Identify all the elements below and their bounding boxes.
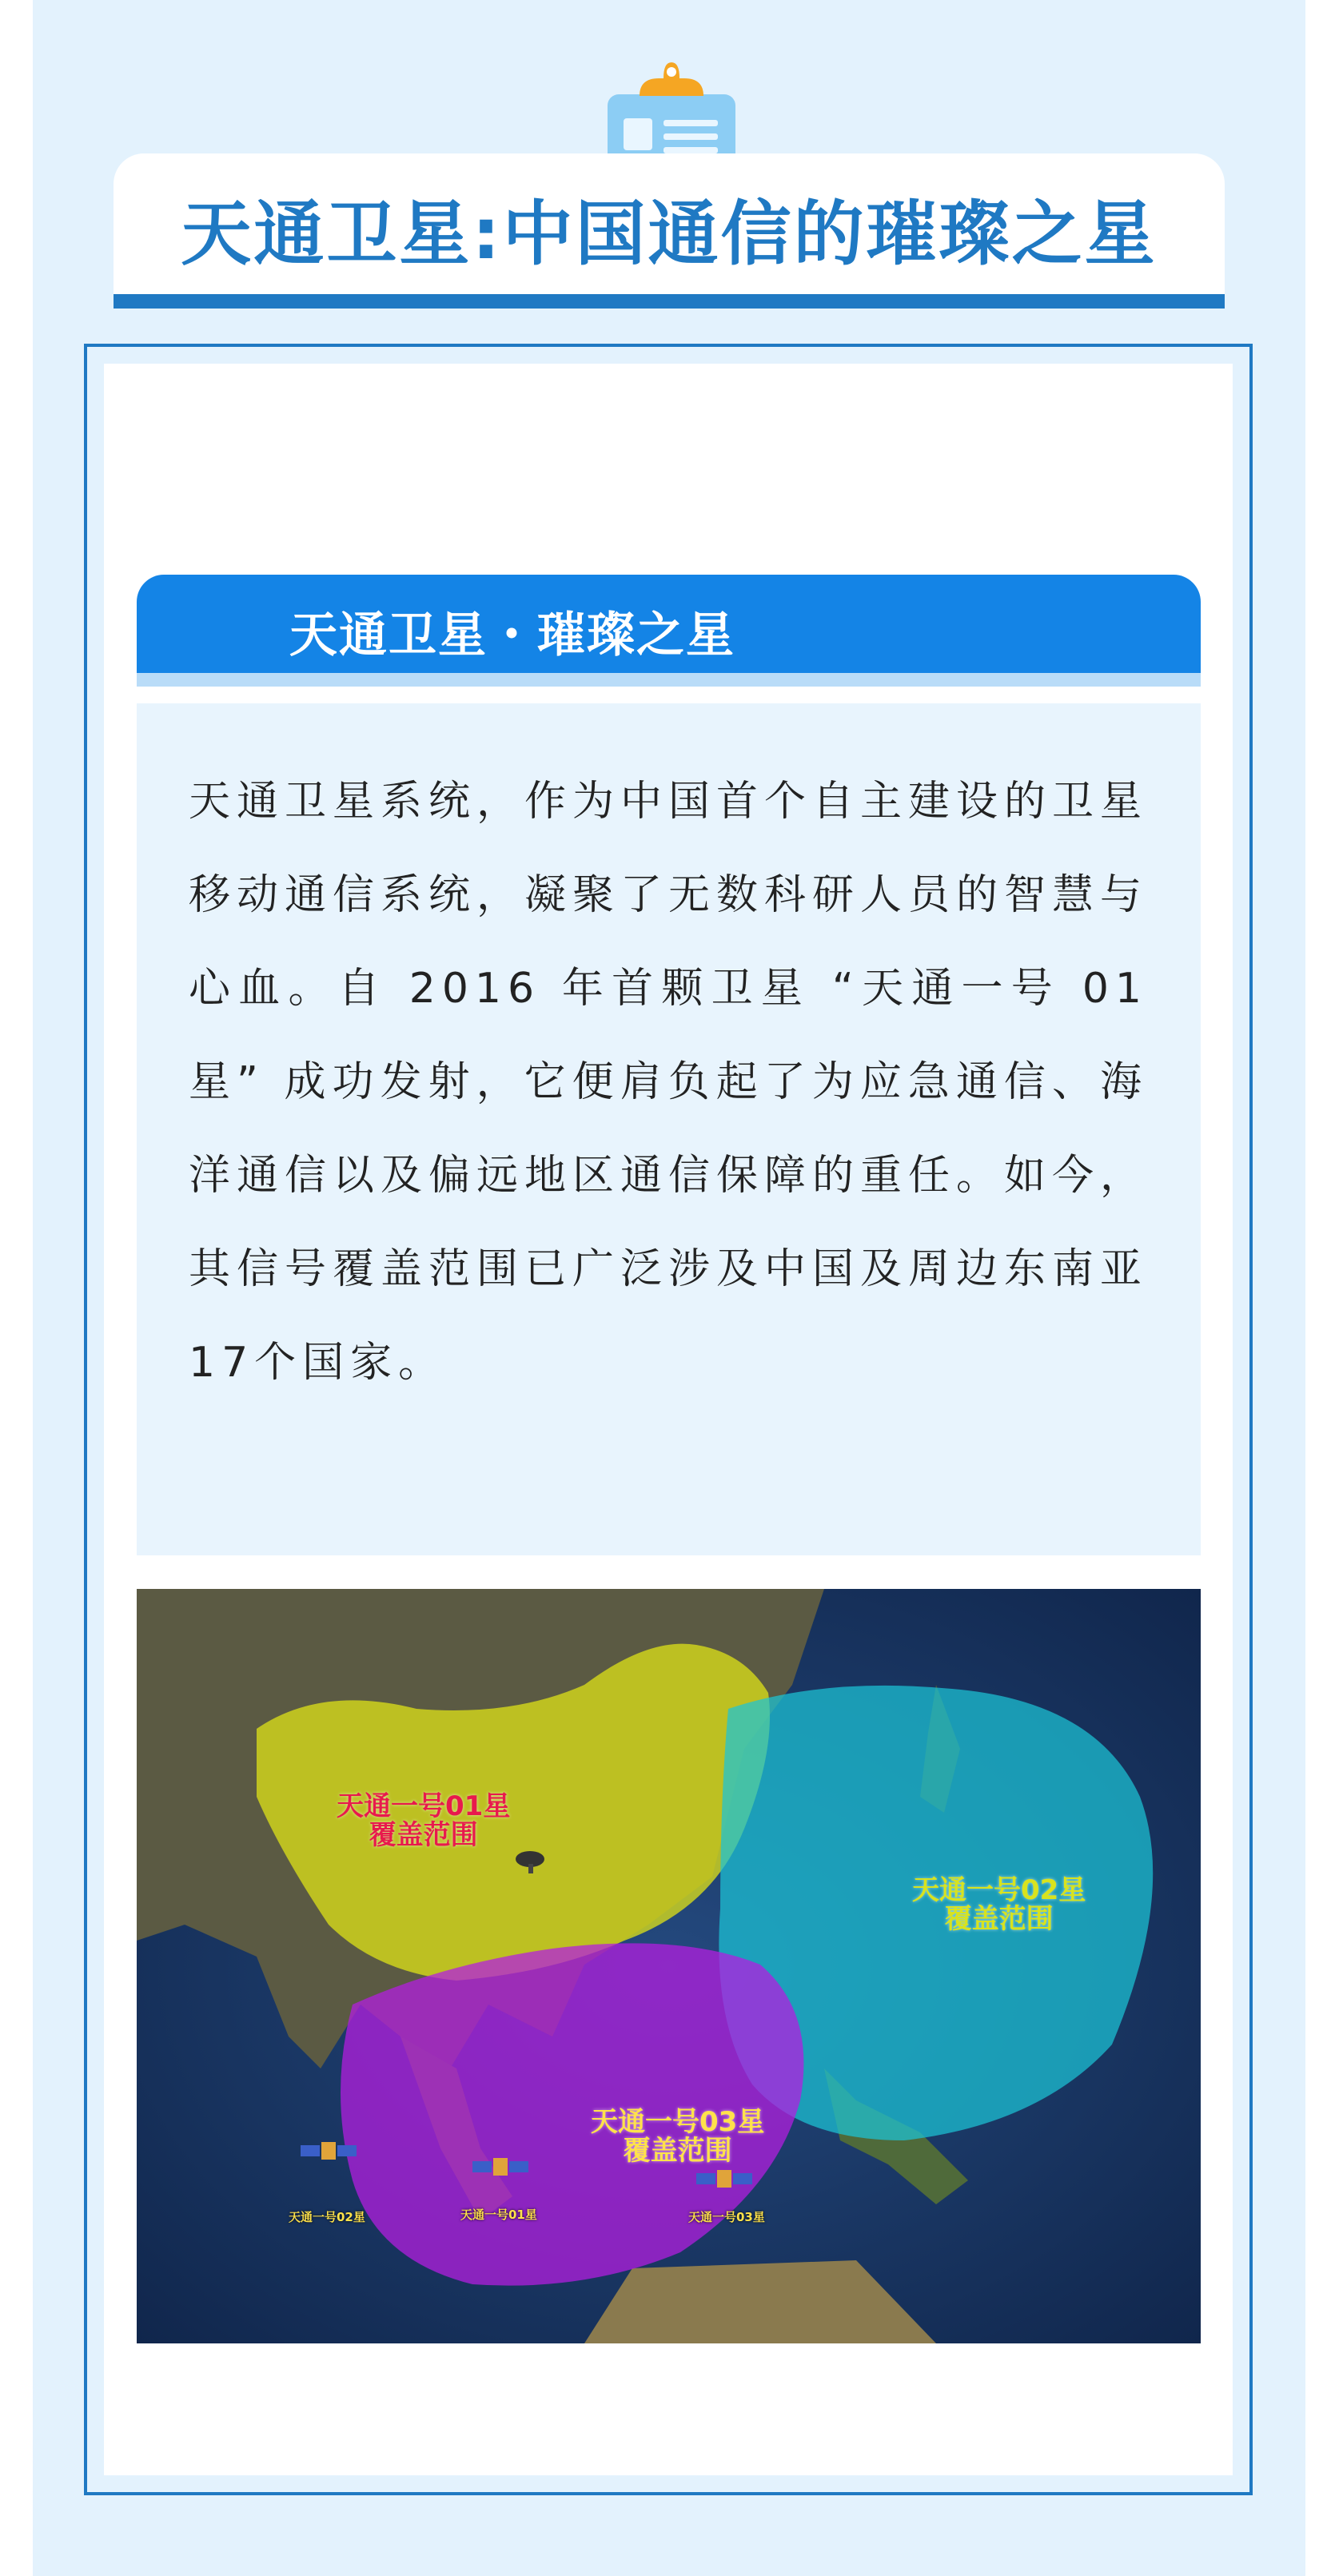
satellite-dish-icon (512, 1845, 552, 1877)
coverage-map-graphic (137, 1589, 1201, 2343)
coverage-label-02-line2: 覆盖范围 (944, 1902, 1054, 1935)
section-title: 天通卫星・璀璨之星 (289, 607, 735, 663)
coverage-label-02 (912, 1874, 1086, 1935)
page-title: 天通卫星:中国通信的璀璨之星 (181, 193, 1158, 275)
coverage-label-01 (337, 1790, 511, 1851)
coverage-label-01-name: 天通一号01星 (337, 1790, 511, 1822)
satellite-label-03: 天通一号03星 (688, 2210, 765, 2224)
satellite-label-02: 天通一号02星 (289, 2210, 365, 2224)
coverage-map (137, 1589, 1201, 2343)
coverage-label-03 (591, 2108, 764, 2165)
coverage-label-03-line2: 覆盖范围 (623, 2134, 732, 2167)
satellite-icon (301, 2132, 357, 2172)
satellite-icon (696, 2160, 752, 2200)
title-underline (114, 294, 1225, 309)
section-header-stripe (137, 673, 1201, 687)
section-body-text: 天通卫星系统，作为中国首个自主建设的卫星移动通信系统，凝聚了无数科研人员的智慧与心血。自 2016 年首颗卫星 “天通一号 01 星” 成功发射，它便肩负起了为应急通信、海洋通信以及偏远地区通信保障的重任。如今，其信号覆盖范围已广泛涉及中国及周边东南亚17个国家。 (189, 778, 1149, 1387)
satellite-icon (472, 2148, 528, 2188)
coverage-label-02-name: 天通一号02星 (912, 1874, 1086, 1906)
satellite-label-01: 天通一号01星 (460, 2208, 537, 2222)
coverage-label-03-name: 天通一号03星 (591, 2106, 765, 2138)
coverage-label-01-line2: 覆盖范围 (369, 1818, 478, 1851)
